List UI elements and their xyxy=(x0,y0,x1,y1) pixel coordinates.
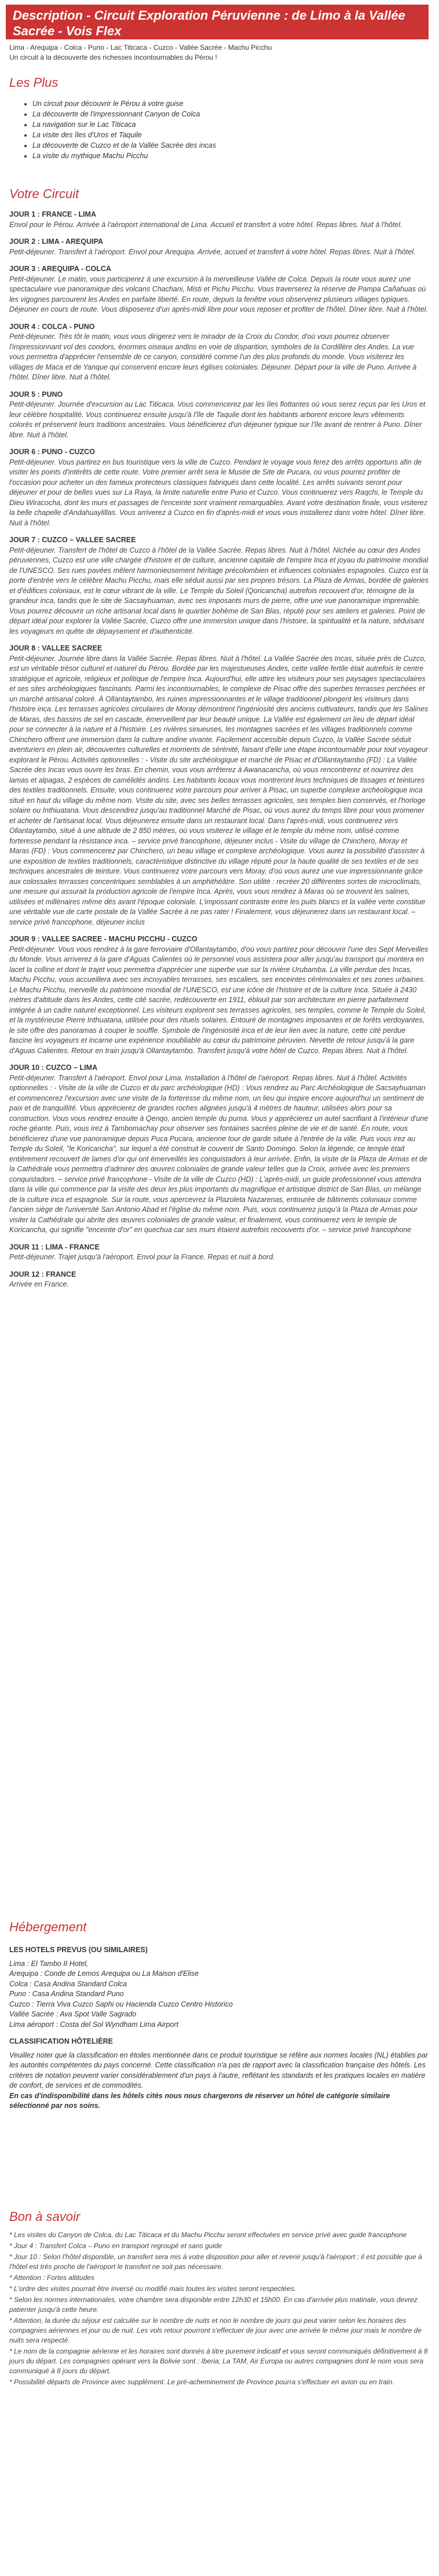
route-line: Lima - Arequipa - Colca - Puno - Lac Titicaca - Cuzco - Vallée Sacrée - Machu Picchu xyxy=(9,43,272,52)
day-text: Petit-déjeuner. Journée d'excursion au Lac Titicaca. Vous commencerez par les îles flottantes où vous serez reçus par les Uros et leur célèbre hospitalité. Vous continuerez ensuite jusqu'à l'île de Taquile dont les habitants arborent encore leurs vêtements colorés et préservent leurs traditions ancestrales. Vous bénéficierez d'un déjeuner typique sur l'île avant de rentrer à Puno. Dîner libre. Nuit à l'hôtel. xyxy=(9,400,426,439)
hebergement-heading: Hébergement xyxy=(9,1920,87,1934)
page-title: Description - Circuit Exploration Péruvienne : de Limo à la Vallée Sacrée - Vois Flex xyxy=(6,5,429,39)
list-item: • La visite du mythique Machu Picchu xyxy=(32,151,426,161)
day-text: Petit-déjeuner. Transfert à l'aéroport. Envol pour Lima. Installation à l'hôtel de l'aéroport. Repas libres. Nuit à l'hôtel. Activités optionnelles : - Visite de la ville de Cuzco et du parc archéologique (HD) : Vous rendrez au Parc Archéologique de Sacsayhuaman et commencerez l'excursion avec une visite de la forteresse du même nom, un lieu qui inspire encore aujourd'hui un sentiment de paix et de tranquillité. Vous apprécierez de grandes roches alignées jusqu'à 4 mètres de hauteur, utilisées alors pour sa construction. Vous vous rendrez ensuite à Qenqo, ancien temple du puma. Vous y apprécierez un autel sacrifiant à l'intérieur d'une roche géante. Puis, vous irez à Tambomachay pour observer ses fontaines sacrées pleine de vie et de santé. En route, vous bénéficierez d'une vue panoramique depuis Puca Pucara, ancienne tour de garde située à l'entrée de la ville. Puis vous irez au Temple du Soleil, "le Koricancha", sur lequel a été construit le couvent de Santo Domingo. Selon la légende, ce temple était entièrement recouvert de lames d'or qui ont émerveillés les conquistadors à leur arrivée. Enfin, la visite de la Plaza de Armas et de la Cathédrale vous permettra d'admirer des œuvres coloniales de grande valeur telles que la Croix, arrivée avec les premiers conquistadors. – service privé francophone - Visite de la ville de Cuzco (HD) : L'après-midi, un guide professionnel vous attendra dans la ville qui commence par la visite des deux les plus importants du magnifique et artistique district de San Blas, un mélange de la culture inca et espagnole. Sur la route, vous apercevrez la Plazoleta Nazarenas, entourée de bâtiments coloniaux comme l'ancien siège de l'université San Antonio Abad et l'église du même nom. Puis, vous continuerez jusqu'à la Plaza de Armas pour visiter la Cathédrale qui abrite des œuvres coloniales de grande valeur, et finalement, vous continuerez vers le temple de Koricancha, qui signifie "enceinte d'or" en quechua car ses murs étaient autrefois recouverts d'or. – service privé francophone xyxy=(9,1073,429,1234)
day-block xyxy=(9,390,429,441)
day-block xyxy=(9,322,429,383)
info-item: * Attention : Fortes altitudes xyxy=(9,2274,94,2282)
day-title: JOUR 9 : VALLEE SACREE - MACHU PICCHU - CUZCO xyxy=(9,935,197,943)
day-text: Petit-déjeuner. Transfert à l'aéroport. Envol pour Arequipa. Arrivée, accueil et transfert à votre hôtel. Repas libres. Nuit à l'hôtel. xyxy=(9,247,416,256)
day-block xyxy=(9,535,429,637)
hotel-item: Puno : Casa Andina Standard Puno xyxy=(9,1990,124,1998)
tagline: Un circuit à la découverte des richesses incontournables du Pérou ! xyxy=(9,53,217,61)
info-item: * Attention, la durée du séjour est calculée sur le nombre de nuits et non le nombre de jours qui peut varier selon les horaires des compagnies aériennes et jour ou de nuit. Les vols retour pourront s'effectuer de jour avec une arrivée le même jour mais le nombre de nuits sera respecté. xyxy=(9,2316,422,2344)
day-block xyxy=(9,934,429,1056)
day-title: JOUR 10 : CUZCO – LIMA xyxy=(9,1064,98,1072)
hotel-item: Cuzco : Tierra Viva Cuzco Saphi ou Hacienda Cuzco Centro Historico xyxy=(9,2000,233,2008)
day-block xyxy=(9,1063,429,1236)
hotel-item: Colca : Casa Andina Standard Colca xyxy=(9,1979,127,1988)
hotels-section xyxy=(9,1945,429,2111)
day-block xyxy=(9,1243,429,1263)
info-item: * Jour 10 : Selon l'hôtel disponible, un transfert sera mis à votre disposition pour aller et revenir jusqu'à l'aéroport ; il est possible que à l'hôtel est très proche de l'aéroport le transfert ne soit pas nécessaire. xyxy=(9,2253,422,2271)
day-text: Petit-déjeuner. Très tôt le matin, vous vous dirigerez vers le mirador de la Croix du Condor, d'où vous pourrez observer l'impressionnant vol des condors, énormes oiseaux andins en voie de disparition, symboles de la Cordillère des Andes. La vue vous permettra d'apprécier l'ensemble de ce canyon, considéré comme l'un des plus profonds du monde. Vous visiterez les villages de Maca et de Yanque qui conservent encore leurs églises coloniales. Déjeuner. Départ pour la ville de Puno. Arrivée à l'hôtel. Dîner libre. Nuit à l'hôtel. xyxy=(9,332,417,381)
day-title: JOUR 3 : AREQUIPA - COLCA xyxy=(9,265,111,273)
day-title: JOUR 4 : COLCA - PUNO xyxy=(9,322,95,331)
day-title: JOUR 2 : LIMA - AREQUIPA xyxy=(9,237,104,246)
day-title: JOUR 1 : FRANCE - LIMA xyxy=(9,210,96,218)
day-text: Arrivée en France. xyxy=(9,1280,69,1288)
day-block xyxy=(9,264,429,315)
itinerary xyxy=(9,210,429,1297)
day-title: JOUR 11 : LIMA - FRANCE xyxy=(9,1243,100,1251)
list-item: • La navigation sur le Lac Titicaca xyxy=(32,119,426,130)
bon-a-savoir-list xyxy=(9,2230,429,2388)
day-title: JOUR 12 : FRANCE xyxy=(9,1270,76,1278)
classification-note: En cas d'indisponibilité dans les hôtels cités nous nous chargerons de réserver un hôtel de catégorie similaire sélectionné par nos soins. xyxy=(9,2091,390,2110)
intro xyxy=(9,43,429,63)
hotel-item: Arequipa : Conde de Lemos Arequipa ou La Maison d'Elise xyxy=(9,1970,199,1978)
hotel-item: Vallée Sacrée : Ava Spot Valle Sagrado xyxy=(9,2010,137,2018)
day-title: JOUR 8 : VALLEE SACREE xyxy=(9,644,103,652)
day-text: Petit-déjeuner. Trajet jusqu'à l'aéroport. Envol pour la France. Repas et nuit à bord. xyxy=(9,1253,275,1261)
day-title: JOUR 7 : CUZCO – VALLEE SACREE xyxy=(9,536,136,544)
list-item: • La découverte de l'impressionnant Canyon de Colca xyxy=(32,109,426,119)
classification xyxy=(9,2037,429,2111)
list-item: • Un circuit pour découvrir le Pérou à votre guise xyxy=(32,98,426,109)
plus-list xyxy=(23,98,426,161)
day-block xyxy=(9,447,429,528)
info-item: * Possibilité départs de Province avec supplément. Le pré-acheminement de Province pourra s'effectuer en avion ou en train. xyxy=(9,2378,394,2386)
day-block xyxy=(9,210,429,230)
day-title: JOUR 6 : PUNO - CUZCO xyxy=(9,448,95,456)
day-title: JOUR 5 : PUNO xyxy=(9,390,63,399)
hotels-subheading: LES HOTELS PREVUS (OU SIMILAIRES) xyxy=(9,1946,148,1954)
day-text: Petit-déjeuner. Vous vous rendrez à la gare ferroviaire d'Ollantaytambo, d'où vous partirez pour découvrir l'une des Sept Merveilles du Monde. Vous arriverez à la gare d'Aguas Calientes où le personnel vous assistera pour aller jusqu'au transport qui montera en lacet la colline et dont le trajet vous permettra d'apprécier une superbe vue sur la rivière Urubamba. La ville perdue des Incas, Machu Picchu, vous accueillera avec ses incroyables terrasses, ses escaliers, ses enceintes cérémoniales et ses zones urbaines. Le Machu Picchu, merveille du patrimoine mondial de l'UNESCO, est une icône de l'histoire et de la culture Inca. Située à 2430 mètres d'altitude dans les Andes, cette cité sacrée, redécouverte en 1911, éblouit par son architecture en pierre parfaitement intégrée à un cadre naturel exceptionnel. Les visiteurs explorent ses terrasses agricoles, ses temples, comme le Temple du Soleil, et la mystérieuse Pierre Inthuatana, utilisée pour des rituels solaires. Entouré de montagnes imposantes et de forêts verdoyantes, le site offre des panoramas à couper le souffle. Symbole de l'ingéniosité inca et de leur lien avec la nature, cette cité perdue fascine les voyageurs et incarne une expérience inoubliable au cœur du patrimoine péruvien. Nevette de retour jusqu'à la gare d'Aguas Calientes. Retour en train jusqu'à Ollantaytambo. Transfert jusqu'à votre hôtel de Cuzco. Repas libres. Nuit à l'hôtel. xyxy=(9,945,429,1055)
circuit-heading: Votre Circuit xyxy=(9,187,79,201)
day-block xyxy=(9,1270,429,1290)
day-text: Petit-déjeuner. Le matin, vous participerez à une excursion à la merveilleuse Vallée de Colca. Depuis la route vous aurez une spectaculaire vue panoramique des volcans Chachani, Misti et Pichu Picchu. Vous traverserez la réserve de Pampa Cañahuas où les vigognes parcourent les Andes en parfaite liberté. En route, depuis la fenêtre vous observerez plusieurs villages typiques. Déjeuner en cours de route. Vous disposerez d'un après-midi libre pour vous reposer et profiter de l'hôtel. Dîner libre. Nuit à l'hôtel. xyxy=(9,275,429,313)
list-item: • La découverte de Cuzco et de la Vallée Sacrée des incas xyxy=(32,140,426,151)
day-text: Petit-déjeuner. Journée libre dans la Vallée Sacrée. Repas libres. Nuit à l'hôtel. La Vallée Sacrée des Incas, située près de Cuzco, est un véritable trésor culturel et naturel du Pérou. Bordée par les majestueuses Andes, cette vallée fertile était autrefois le centre stratégique et agricole, religieux et politique de l'empire Inca. Aujourd'hui, elle attire les visiteurs pour ses paysages spectaculaires et ses sites archéologiques fascinants. Parmi les incontournables, le complexe de Pisac offre des superbes terrasses perchées et un marché artisanal coloré. À Ollantaytambo, les ruines impressionnantes et le village traditionnel plongent les visiteurs dans l'histoire inca. Les terrasses agricoles circulaires de Moray démontrent l'ingéniosité des anciens cultivateurs, tandis que les Salines de Maras, des bassins de sel en cascade, émerveillent par leur beauté unique. La Vallée est également un lieu de départ idéal pour se connecter à la nature et à l'histoire. Les rivières sinueuses, les montagnes sacrées et les villages traditionnels comme Chinchero offrent une immersion dans la culture andine vivante. Facilement accessible depuis Cuzco, la Vallée Sacrée séduit aventuriers en plein air, découvertes culturelles et moments de sérénité, faisant d'elle une étape incontournable pour tout voyageur explorant le Pérou. Activités optionnelles : - Visite du site archéologique et marché de Pisac et d'Ollantaytambo (FD) : La Vallée Sacrée des Incas vous ouvre les bras. En chemin, vous vous arrêterez à Awanacancha, où vous rencontrerez et nourrirez des lamas et alpagas, 2 espèces de camélidés andins. Les habitants locaux vous montreront leurs techniques de tissages et teintures des textiles traditionnels. Ensuite, vous continuerez votre parcours pour arriver à Pisac, un superbe complexe archéologique inca situé en haut du village du même nom. Visite du site, avec ses belles terrasses agricoles, ses temples bien conservés, et l'horloge solaire ou Inthiuatana. Vous descendrez jusqu'au traditionnel Marché de Pisac, où vous aurez du temps libre pour vous promener et acheter de l'artisanat local. Vous déjeunerez ensuite dans un restaurant local. Dans l'après-midi, vous continuerez vers Ollantaytambo, situé à une altitude de 2 850 mètres, où vous visiterez le village et le temple du même nom, utilisé comme forteresse pendant la résistance inca. – service privé francophone, déjeuner inclus - Visite du village de Chinchero, Moray et Maras (FD) : Vous commencerez par Chinchero, un beau village et complexe archéologique. Vous aurez la possibilité d'assister à une exposition de textiles traditionnels, caractéristique distinctive du village réputé pour la haute qualité de ses textiles et de ses techniques ancestrales de teinture. Vous continuerez votre parcours vers Moray, d'où vous aurez une vue impressionnante grâce aux colossales terrasses concentriques semblables à un amphithéâtre. Son utilité : recréer 20 différentes sortes de microclimats, une mesure qui assurait la production agricole de l'empire Inca. Après, vous vous rendrez à Maras où se trouvent les salines, utilisées et millénaires même dès avant l'époque coloniale. L'impossant contraste entre les puits blancs et la vallée verte constitue une véritable vue de carte postale de la Vallée Sacrée à ne pas rater ! Finalement, vous déjeunerez dans un restaurant local. – service privé francophone, déjeuner inclus xyxy=(9,654,429,926)
day-block xyxy=(9,644,429,927)
hotel-item: Lima aéroport : Costa del Sol Wyndham Lima Airport xyxy=(9,2020,179,2029)
info-item: * L'ordre des visites pourrait être inversé ou modifié mais toutes les visites seront respectées. xyxy=(9,2285,297,2293)
bon-a-savoir-heading: Bon à savoir xyxy=(9,2209,81,2224)
hotel-item: Lima : El Tambo II Hotel, xyxy=(9,1959,89,1968)
info-item: * Selon les normes internationales, votre chambre sera disponible entre 12h30 et 15h00. En cas d'arrivée plus matinale, vous devrez patienter jusqu'à cette heure. xyxy=(9,2296,418,2314)
day-block xyxy=(9,237,429,257)
day-text: Petit-déjeuner. Vous partirez en bus touristique vers la ville de Cuzco. Pendant le voyage vous ferez des arrêts opportuns afin de visiter les points d'intérêts de cette route. Votre premier arrêt sera le Musée de Site de Pucara, où vous pourrez profiter de l'occasion pour acheter un des fameux protecteurs classiques fabriqués dans cette localité. Les arrêts suivants seront pour déjeuner et pour de belles vues sur La Raya, la limite naturelle entre Puno et Cuzco. Vous continuerez vers Raqchi, le Temple du Dieu Wiracocha, dont les murs et passages de l'enceinte sont vraiment remarquables. Avant votre destination finale, vous visiterez la belle chapelle d'Andahuaylillas. Vous arriverez à Cuzco en fin d'après-midi et vous vous installerez dans votre hôtel. Dîner libre. Nuit à l'hôtel. xyxy=(9,458,428,527)
list-item: • La visite des îles d'Uros et Taquile xyxy=(32,130,426,140)
info-item: * Jour 4 : Transfert Colca – Puno en transport regroupé et sans guide xyxy=(9,2242,222,2250)
info-item: * Les visites du Canyon de Colca, du Lac Titicaca et du Machu Picchu seront effectuées en service privé avec guide francophone xyxy=(9,2231,407,2239)
info-item: * Le nom de la compagnie aérienne et les horaires sont donnés à titre purement indicatif et vous seront communiqués définitivement à 8 jours du départ. Les compagnies opérant vers la Bolivie sont : Iberia, La TAM, Air Europa ou autres compagnies dont le nom vous sera communiqué à 8 jours du départ. xyxy=(9,2347,428,2375)
plus-heading: Les Plus xyxy=(9,75,58,90)
day-text: Envol pour le Pérou. Arrivée à l'aéroport international de Lima. Accueil et transfert à votre hôtel. Repas libres. Nuit à l'hôtel. xyxy=(9,220,403,229)
classification-title: CLASSIFICATION HÔTELIÈRE xyxy=(9,2037,113,2045)
day-text: Petit-déjeuner. Transfert de l'hôtel de Cuzco à l'hôtel de la Vallée Sacrée. Repas libres. Nuit à l'hôtel. Nichée au cœur des Andes péruviennes, Cuzco est une ville chargée d'histoire et de culture, ancienne capitale de l'empire Inca et joyau du patrimoine mondial de l'UNESCO. Ses rues pavées mêlent harmonieusement héritage précolombien et influences coloniales espagnoles. Cuzco est la porte d'entrée vers le célèbre Machu Picchu, mais elle séduit aussi par ses propres trésors. La Plaza de Armas, bordée de galeries et d'édifices coloniaux, est le cœur vibrant de la ville. Le Temple du Soleil (Qoricancha) autrefois recouvert d'or, témoigne de la grandeur inca, tandis que le site de Sacsayhuaman, avec ses imposants murs de pierre, offre une vue panoramique imprenable. Vous pourrez découvrir un riche artisanat local dans le quartier bohème de San Blas, réputé pour ses ateliers et galeries. Point de départ idéal pour explorer la Vallée Sacrée, Cuzco offre une immersion unique dans l'histoire, la spiritualité et la nature, séduisant les voyageurs en quête de dépaysement et d'authenticité. xyxy=(9,546,429,635)
classification-text: Veuillez noter que la classification en étoiles mentionnée dans ce produit touristique se réfère aux normes locales (NL) établies par les autorités compétentes du pays concerné. Cette classification n'a pas de rapport avec la classification française des hôtels. Les critères de notation peuvent varier considérablement d'un pays à l'autre, reflétant les standards et les pratiques locales en matière de confort, de services et de commodités. xyxy=(9,2051,428,2089)
